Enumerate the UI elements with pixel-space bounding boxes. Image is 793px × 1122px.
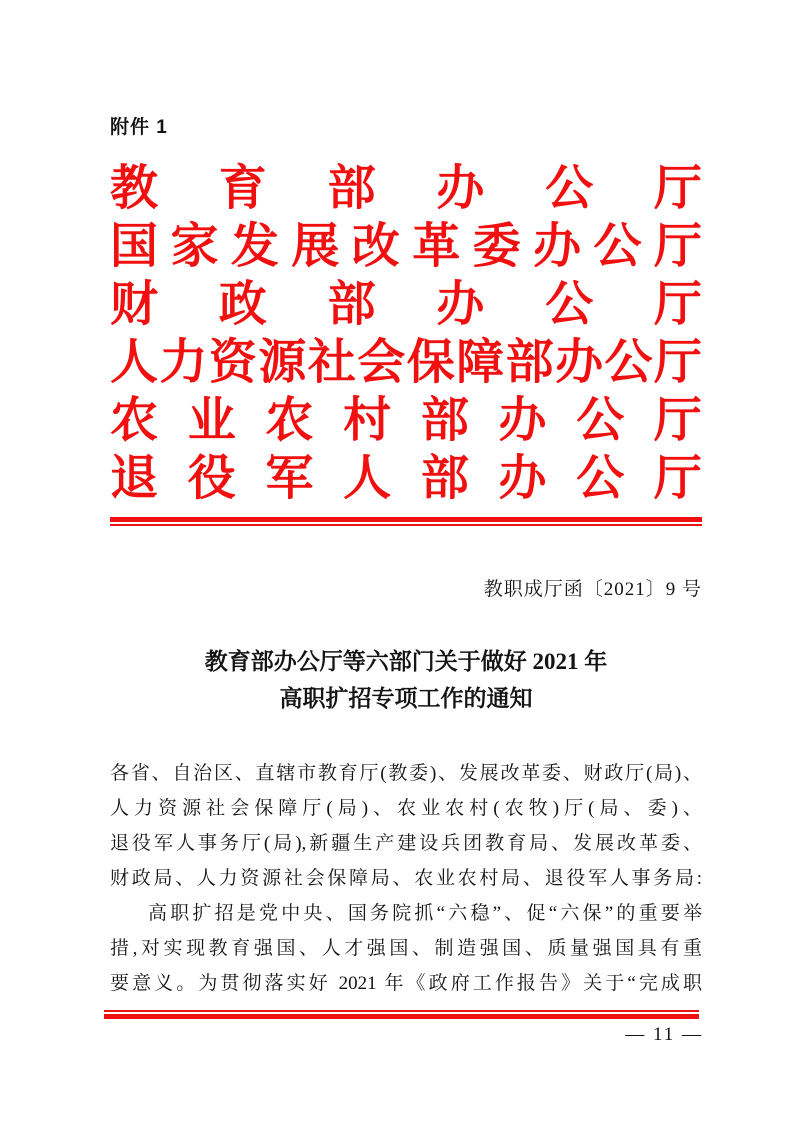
separator-rule-top (110, 517, 702, 526)
page-number: — 11 — (625, 1024, 703, 1045)
body-text-line: 人力资源社会保障厅(局)、农业农村(农牧)厅(局、委)、 (110, 798, 702, 819)
body-paragraphs (110, 756, 702, 1001)
letterhead-block (110, 160, 702, 508)
document-title-line1: 教育部办公厅等六部门关于做好 2021 年 (204, 649, 608, 674)
body-text-line: 措,对实现教育强国、人才强国、制造强国、质量强国具有重 (110, 938, 702, 959)
body-text-line: 高职扩招是党中央、国务院抓“六稳”、促“六保”的重要举 (148, 903, 702, 924)
letterhead-line: 教 育 部 办 公 厅 (110, 162, 702, 215)
document-number: 教职成厅函〔2021〕9 号 (483, 579, 702, 600)
document-title (110, 643, 702, 717)
letterhead-line: 退 役 军 人 部 办 公 厅 (110, 452, 702, 505)
letterhead-line: 财 政 部 办 公 厅 (110, 278, 702, 331)
letterhead-line: 农 业 农 村 部 办 公 厅 (110, 394, 702, 447)
rule-thick-line (104, 1014, 699, 1019)
body-text-line: 要意义。为贯彻落实好 2021 年《政府工作报告》关于“完成职 (110, 973, 702, 994)
separator-rule-bottom (104, 1010, 699, 1019)
document-title-line2: 高职扩招专项工作的通知 (279, 686, 533, 711)
rule-thin-line (110, 524, 702, 526)
letterhead-line: 国 家 发 展 改 革 委 办 公 厅 (110, 220, 702, 273)
body-text-line: 退役军人事务厅(局),新疆生产建设兵团教育局、发展改革委、 (110, 833, 702, 854)
letterhead-line: 人 力 资 源 社 会 保 障 部 办 公 厅 (110, 336, 702, 389)
attachment-label: 附件 1 (110, 117, 168, 138)
body-text-line: 财政局、人力资源社会保障局、农业农村局、退役军人事务局: (110, 868, 702, 889)
body-text-line: 各省、自治区、直辖市教育厅(教委)、发展改革委、财政厅(局)、 (110, 763, 702, 784)
